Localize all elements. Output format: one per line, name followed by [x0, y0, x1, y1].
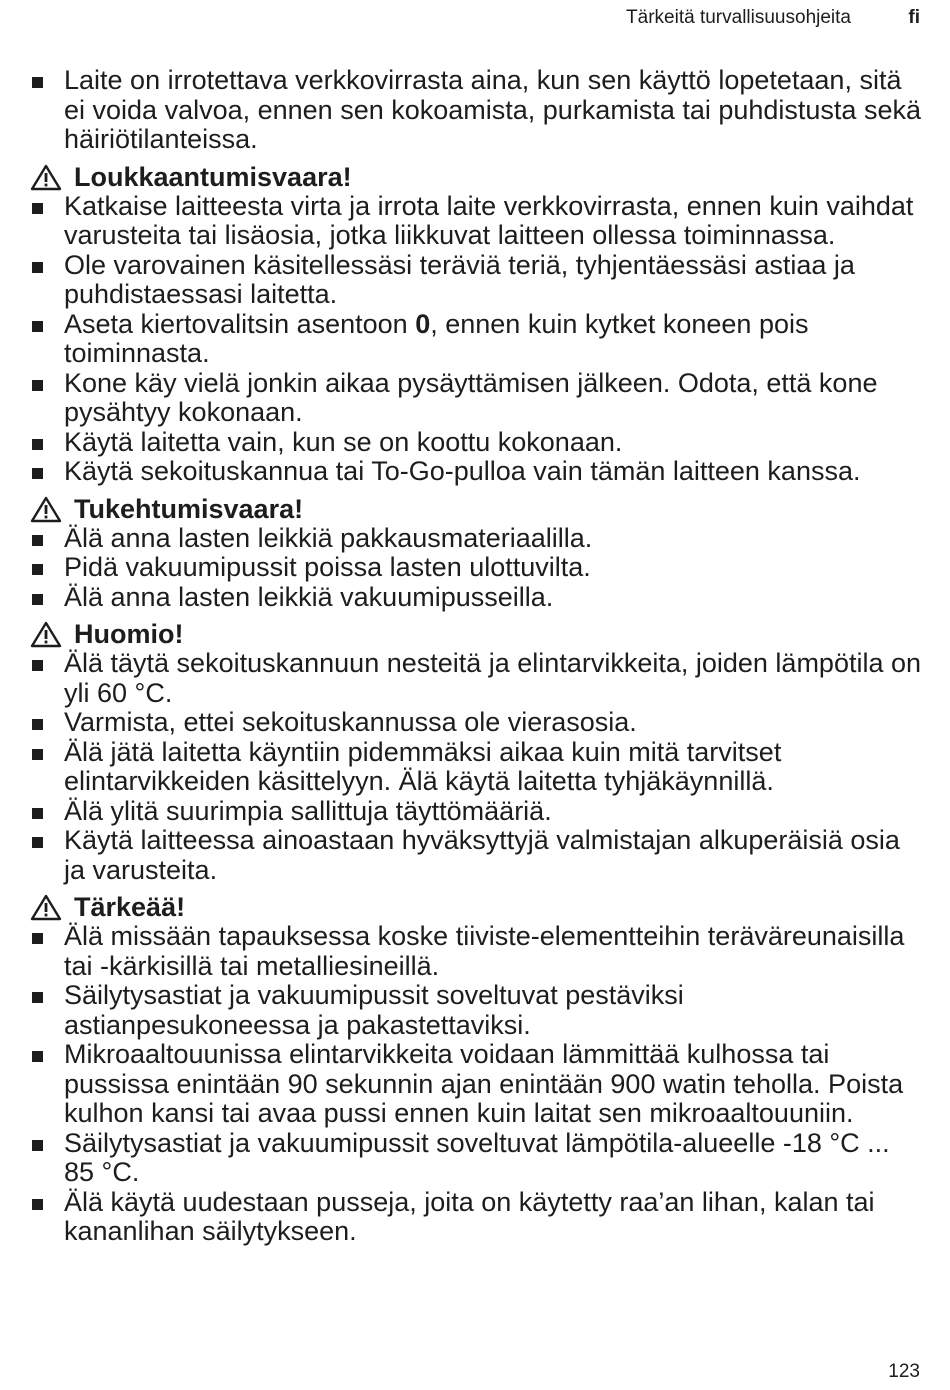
list-item [30, 649, 925, 708]
list-item [30, 369, 925, 428]
list-item [30, 524, 925, 554]
list-item-text: Älä jätä laitetta käyntiin pidemmäksi aikaa kuin mitä tarvitset elintarvikkeiden käsittelyyn. Älä käytä laitetta tyhjäkäynnillä. [64, 736, 782, 796]
list-item [30, 428, 925, 458]
list-item-text: Katkaise laitteesta virta ja irrota laite verkkovirrasta, ennen kuin vaihdat varusteita tai lisäosia, jotka liikkuvat laitteen ollessa toiminnassa. [64, 190, 914, 250]
bullet-square-icon [30, 524, 64, 554]
list-item [30, 1129, 925, 1188]
bullet-square-icon [30, 457, 64, 487]
warning-heading [30, 619, 925, 649]
safety-instructions [30, 66, 925, 1247]
page-number: 123 [888, 1361, 920, 1382]
list-item-text: Pidä vakuumipussit poissa lasten ulottuvilta. [64, 552, 591, 582]
bullet-square-icon [30, 708, 64, 738]
bullet-square-icon [30, 66, 64, 155]
bullet-square-icon [30, 1129, 64, 1188]
list-item-text: Älä anna lasten leikkiä vakuumipusseilla. [64, 581, 554, 612]
list-item [30, 708, 925, 738]
warning-heading-text: Huomio! [74, 619, 184, 649]
bullet-square-icon [30, 649, 64, 708]
list-item [30, 738, 925, 797]
list-item [30, 457, 925, 487]
list-item [30, 251, 925, 310]
bullet-square-icon [30, 310, 64, 369]
text-part: , ennen kuin kytket koneen pois toiminnasta. [64, 308, 809, 368]
page-header [0, 6, 950, 30]
warning-triangle-icon [30, 892, 74, 922]
list-item [30, 310, 925, 369]
bullet-square-icon [30, 826, 64, 885]
bold-value: 0 [415, 308, 431, 339]
bullet-square-icon [30, 428, 64, 458]
list-item-text [64, 310, 925, 369]
list-item-text: Ole varovainen käsitellessäsi teräviä teriä, tyhjentäessäsi astiaa ja puhdistaessasi laitetta. [64, 249, 855, 309]
list-item-text: Käytä laitetta vain, kun se on koottu kokonaan. [64, 426, 623, 457]
bullet-square-icon [30, 251, 64, 310]
list-item-text: Mikroaaltouunissa elintarvikkeita voidaan lämmittää kulhossa tai pussissa enintään 90 sekunnin ajan enintään 900 watin teholla. Poista kulhon kansi tai avaa pussi ennen kuin laitat sen mikroaaltouuniin. [64, 1039, 904, 1128]
list-item [30, 1188, 925, 1247]
bullet-square-icon [30, 1188, 64, 1247]
list-item [30, 826, 925, 885]
list-item [30, 981, 925, 1040]
list-item-text: Älä käytä uudestaan pusseja, joita on käytetty raa’an lihan, kalan tai kananlihan säilytykseen. [64, 1186, 875, 1246]
list-item-text: Laite on irrotettava verkkovirrasta aina, kun sen käyttö lopetetaan, sitä ei voida valvoa, ennen sen kokoamista, purkamista tai puhdistusta sekä häiriötilanteissa. [64, 65, 921, 154]
list-item-text: Varmista, ettei sekoituskannussa ole vierasosia. [64, 707, 637, 737]
list-item-text: Säilytysastiat ja vakuumipussit soveltuvat pestäviksi astianpesukoneessa ja pakastettaviksi. [64, 980, 684, 1040]
text-part: Aseta kiertovalitsin asentoon [64, 308, 416, 339]
list-item [30, 797, 925, 827]
bullet-square-icon [30, 1040, 64, 1129]
list-item [30, 192, 925, 251]
bullet-square-icon [30, 553, 64, 583]
list-item-text: Älä täytä sekoituskannuun nesteitä ja elintarvikkeita, joiden lämpötila on yli 60 °C. [64, 648, 922, 708]
list-item [30, 553, 925, 583]
list-item [30, 583, 925, 613]
list-item-text: Säilytysastiat ja vakuumipussit soveltuvat lämpötila-alueelle -18 °C ... 85 °C. [64, 1127, 890, 1187]
header-title: Tärkeitä turvallisuusohjeita [626, 7, 851, 28]
warning-heading-text: Loukkaantumisvaara! [74, 161, 352, 192]
bullet-square-icon [30, 738, 64, 797]
list-item [30, 66, 925, 155]
warning-heading [30, 494, 925, 524]
list-item-text: Käytä laitteessa ainoastaan hyväksyttyjä valmistajan alkuperäisiä osia ja varusteita. [64, 825, 900, 885]
warning-triangle-icon [30, 162, 74, 192]
bullet-square-icon [30, 369, 64, 428]
language-code: fi [908, 7, 920, 28]
warning-heading [30, 892, 925, 922]
list-item-text: Älä anna lasten leikkiä pakkausmateriaalilla. [64, 522, 593, 553]
warning-heading-text: Tukehtumisvaara! [74, 493, 304, 524]
warning-triangle-icon [30, 619, 74, 649]
warning-heading [30, 162, 925, 192]
bullet-square-icon [30, 922, 64, 981]
warning-triangle-icon [30, 494, 74, 524]
list-item [30, 922, 925, 981]
list-item [30, 1040, 925, 1129]
bullet-square-icon [30, 797, 64, 827]
bullet-square-icon [30, 981, 64, 1040]
list-item-text: Älä missään tapauksessa koske tiiviste-elementteihin teräväreunaisilla tai -kärkisillä tai metalliesineillä. [64, 921, 905, 981]
list-item-text: Käytä sekoituskannua tai To-Go-pulloa vain tämän laitteen kanssa. [64, 456, 861, 486]
list-item-text: Älä ylitä suurimpia sallittuja täyttömääriä. [64, 795, 552, 826]
bullet-square-icon [30, 583, 64, 613]
bullet-square-icon [30, 192, 64, 251]
list-item-text: Kone käy vielä jonkin aikaa pysäyttämisen jälkeen. Odota, että kone pysähtyy kokonaan. [64, 367, 878, 427]
warning-heading-text: Tärkeää! [74, 892, 186, 922]
